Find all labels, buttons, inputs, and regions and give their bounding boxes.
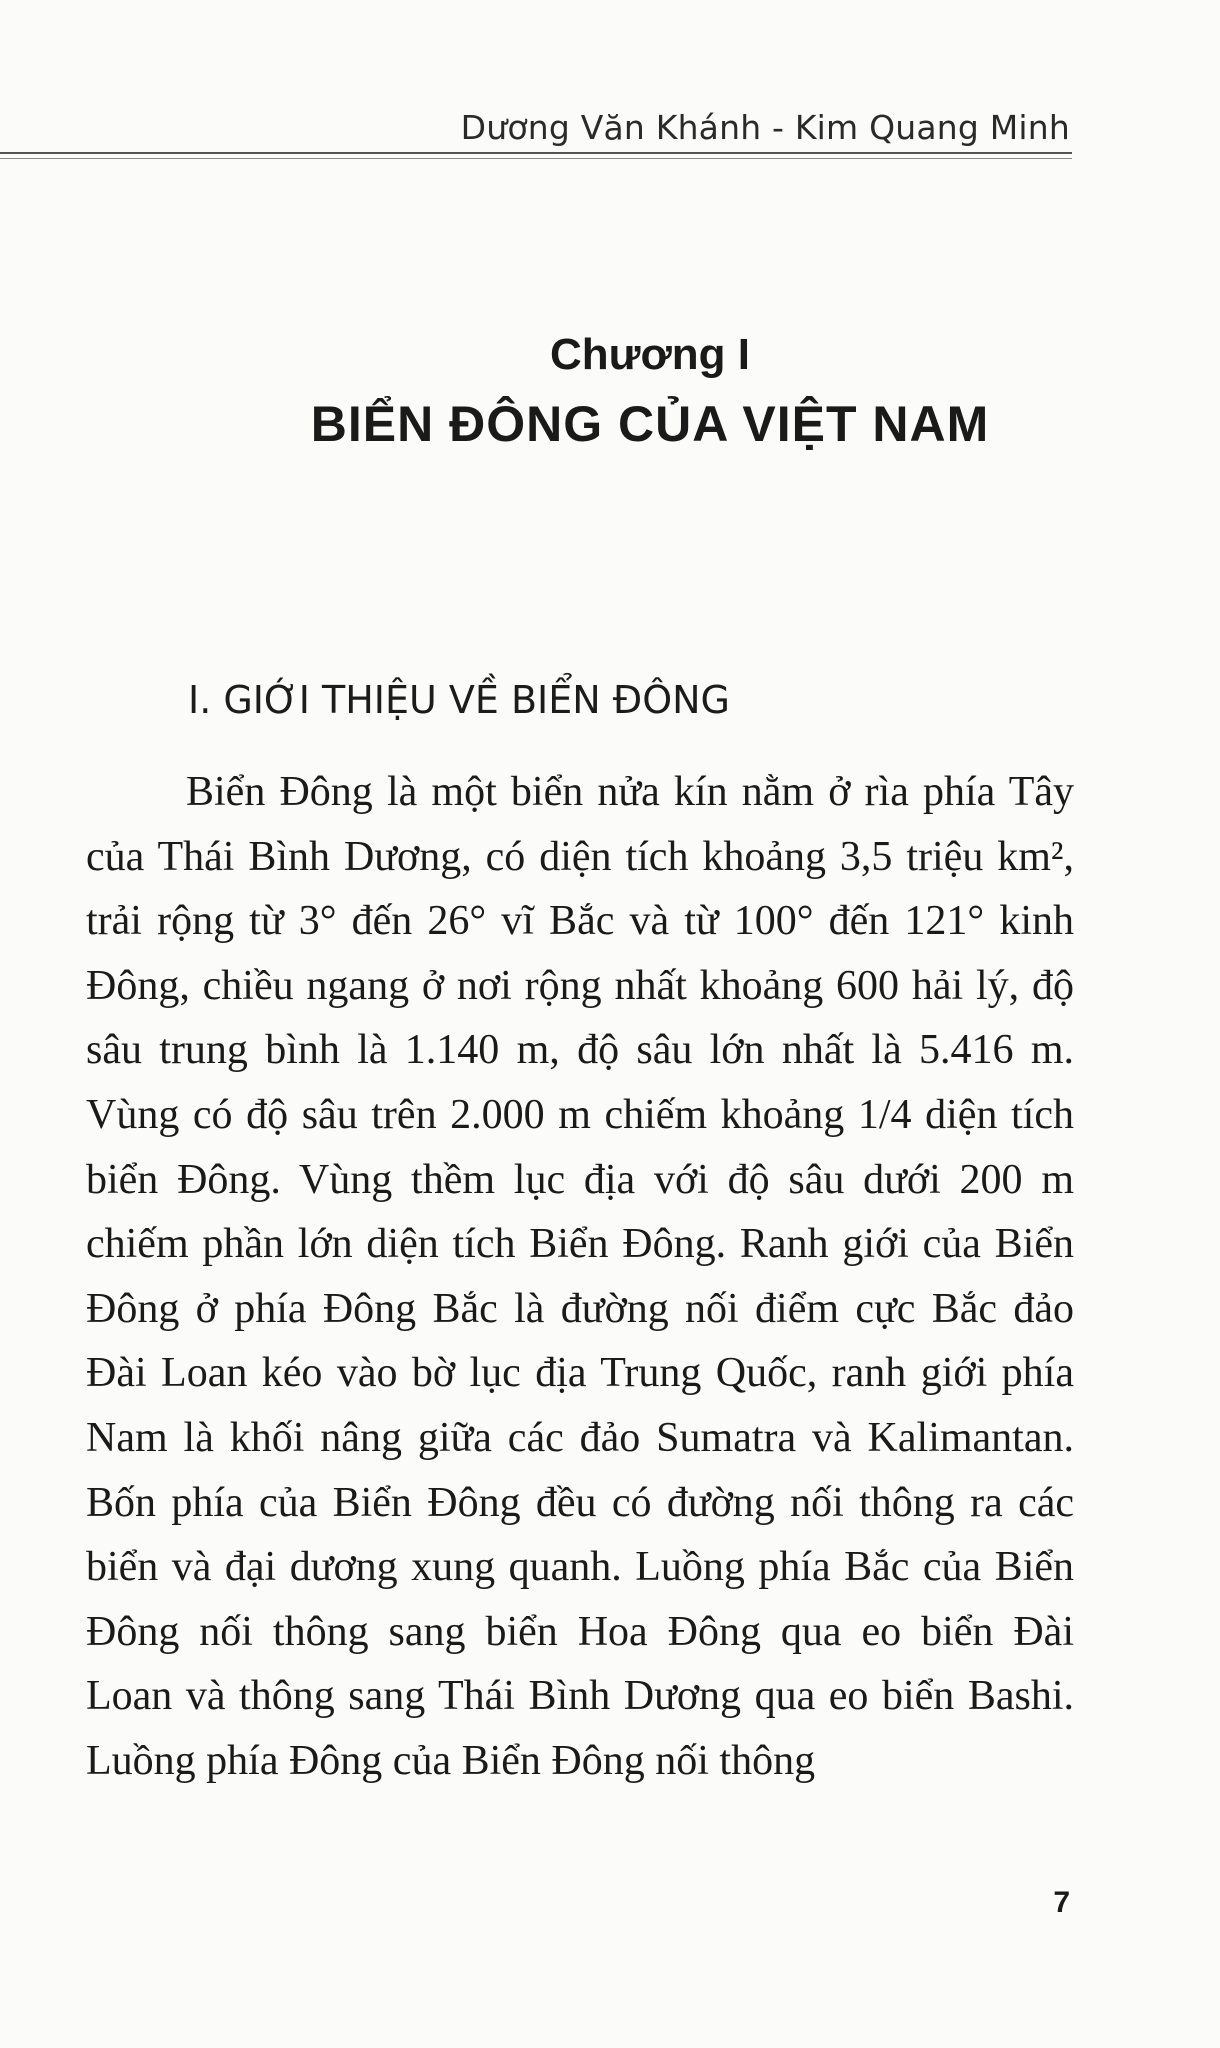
header-rule-thin bbox=[0, 158, 1072, 159]
running-header: Dương Văn Khánh - Kim Quang Minh bbox=[460, 108, 1070, 147]
page-number: 7 bbox=[1053, 1886, 1070, 1919]
section-heading: I. GIỚI THIỆU VỀ BIỂN ĐÔNG bbox=[188, 678, 731, 722]
header-rule bbox=[0, 152, 1072, 154]
body-paragraph: Biển Đông là một biển nửa kín nằm ở rìa phía Tây của Thái Bình Dương, có diện tích khoảng 3,5 triệu km², trải rộng từ 3° đến 26° vĩ Bắc và từ 100° đến 121° kinh Đông, chiều ngang ở nơi rộng nhất khoảng 600 hải lý, độ sâu trung bình là 1.140 m, độ sâu lớn nhất là 5.416 m. Vùng có độ sâu trên 2.000 m chiếm khoảng 1/4 diện tích biển Đông. Vùng thềm lục địa với độ sâu dưới 200 m chiếm phần lớn diện tích Biển Đông. Ranh giới của Biển Đông ở phía Đông Bắc là đường nối điểm cực Bắc đảo Đài Loan kéo vào bờ lục địa Trung Quốc, ranh giới phía Nam là khối nâng giữa các đảo Sumatra và Kalimantan. Bốn phía của Biển Đông đều có đường nối thông ra các biển và đại dương xung quanh. Luồng phía Bắc của Biển Đông nối thông sang biển Hoa Đông qua eo biển Đài Loan và thông sang Thái Bình Dương qua eo biển Bashi. Luồng phía Đông của Biển Đông nối thông bbox=[86, 769, 1074, 1784]
chapter-title: BIỂN ĐÔNG CỦA VIỆT NAM bbox=[310, 396, 990, 452]
chapter-label: Chương I bbox=[550, 330, 750, 379]
